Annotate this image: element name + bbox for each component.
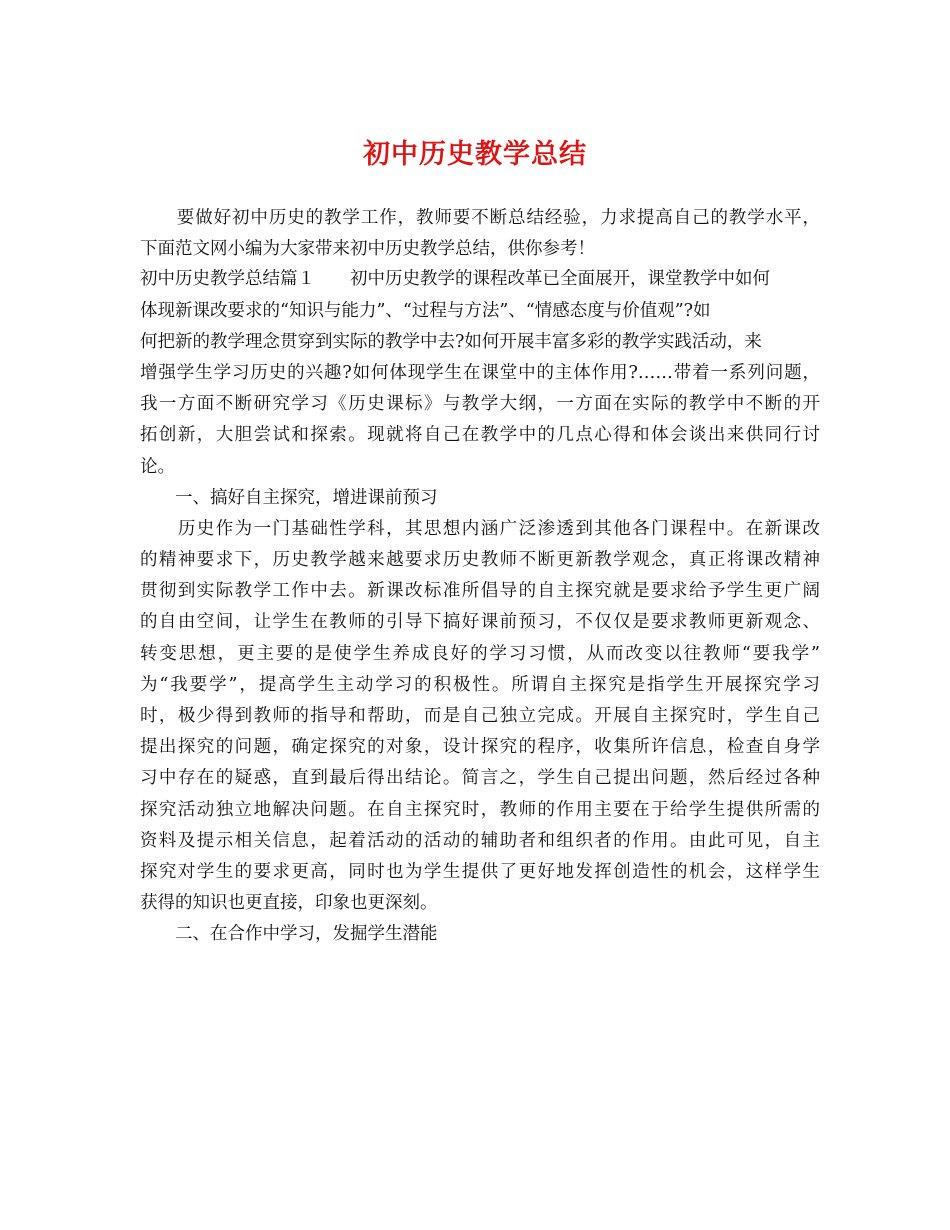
- text-line: 转变思想，更主要的是使学生养成良好的学习习惯，从而改变以往教师“要我学”: [140, 643, 820, 664]
- text-line: 的自由空间，让学生在教师的引导下搞好课前预习，不仅仅是要求教师更新观念、: [140, 612, 820, 633]
- text-line: 提出探究的问题，确定探究的对象，设计探究的程序，收集所许信息，检查自身学: [140, 737, 820, 758]
- text-line: 资料及提示相关信息，起着活动的活动的辅助者和组织者的作用。由此可见，自主: [140, 830, 820, 851]
- text-line: 拓创新，大胆尝试和探索。现就将自己在教学中的几点心得和体会谈出来供同行讨: [140, 425, 820, 446]
- text-line: 探究对学生的要求更高，同时也为学生提供了更好地发挥创造性的机会，这样学生: [140, 861, 820, 882]
- text-line: 初中历史教学总结篇１ 初中历史教学的课程改革已全面展开，课堂教学中如何: [140, 269, 770, 290]
- text-line: 为“我要学”，提高学生主动学习的积极性。所谓自主探究是指学生开展探究学习: [140, 674, 820, 695]
- document-title: 初中历史教学总结: [363, 139, 587, 170]
- text-line: 下面范文网小编为大家带来初中历史教学总结，供你参考！: [140, 239, 595, 260]
- text-line: 论。: [140, 456, 175, 477]
- text-line: 我一方面不断研究学习《历史课标》与教学大纲，一方面在实际的教学中不断的开: [140, 394, 820, 415]
- text-line: 习中存在的疑惑，直到最后得出结论。简言之，学生自己提出问题，然后经过各种: [140, 768, 820, 789]
- text-line: 增强学生学习历史的兴趣?如何体现学生在课堂中的主体作用?……带着一系列问题，: [140, 362, 820, 383]
- text-line: 体现新课改要求的“知识与能力”、“过程与方法”、“情感态度与价值观”?如: [140, 300, 711, 321]
- text-line: 二、在合作中学习，发掘学生潜能: [140, 924, 438, 945]
- text-line: 一、搞好自主探究，增进课前预习: [140, 487, 438, 508]
- text-line: 何把新的教学理念贯穿到实际的教学中去?如何开展丰富多彩的教学实践活动，来: [140, 331, 762, 352]
- text-line: 探究活动独立地解决问题。在自主探究时，教师的作用主要在于给学生提供所需的: [140, 799, 820, 820]
- text-line: 时，极少得到教师的指导和帮助，而是自己独立完成。开展自主探究时，学生自己: [140, 706, 820, 726]
- document-body: [140, 203, 820, 951]
- text-line: 贯彻到实际教学工作中去。新课改标准所倡导的自主探究就是要求给予学生更广阔: [140, 581, 820, 602]
- text-line: 获得的知识也更直接，印象也更深刻。: [140, 893, 438, 914]
- text-line: 的精神要求下，历史教学越来越要求历史教师不断更新教学观念，真正将课改精神: [140, 550, 820, 571]
- text-line: 要做好初中历史的教学工作，教师要不断总结经验，力求提高自己的教学水平，: [140, 208, 820, 228]
- text-line: 历史作为一门基础性学科，其思想内涵广泛渗透到其他各门课程中。在新课改: [140, 518, 820, 539]
